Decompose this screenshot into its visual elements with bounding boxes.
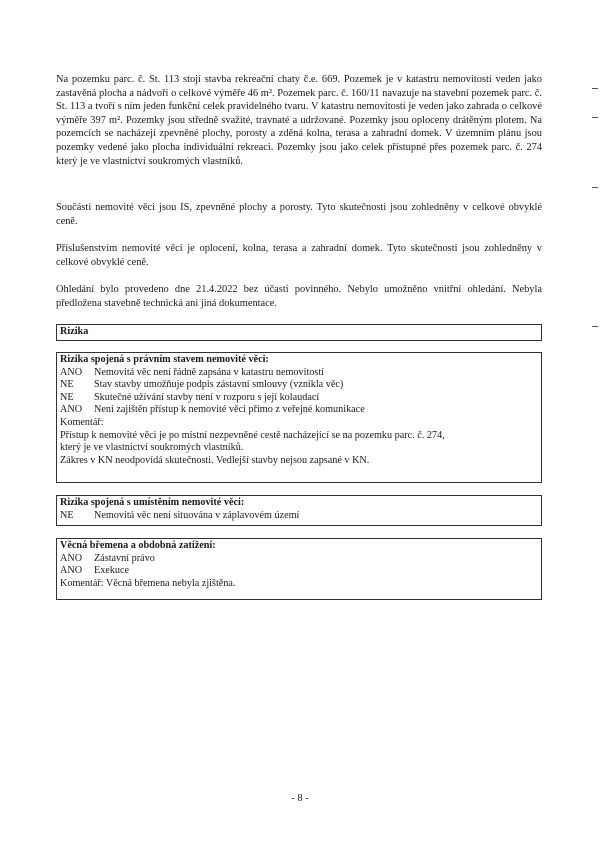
margin-mark <box>592 326 598 327</box>
risk-flag: NE <box>60 391 74 403</box>
risk-text: Skutečné užívání stavby není v rozporu s její kolaudací <box>94 391 320 403</box>
margin-mark <box>592 88 598 89</box>
table-row <box>57 404 541 417</box>
risk-text: Nemovitá věc není situována v záplavovém území <box>94 509 300 521</box>
table-row <box>57 379 541 392</box>
risk-text: Stav stavby umožňuje podpis zástavní smlouvy (vznikla věc) <box>94 379 344 391</box>
risk-flag: ANO <box>60 366 83 378</box>
burdens-title: Věcná břemena a obdobná zatížení: <box>60 540 216 551</box>
risk-flag: NE <box>60 379 74 391</box>
table-row <box>57 392 541 405</box>
table-row <box>57 367 541 380</box>
comment-line: který je ve vlastnictví soukromých vlastníků. <box>60 442 244 454</box>
legal-risks-title: Rizika spojená s právním stavem nemovité věci: <box>60 354 269 365</box>
table-row <box>57 510 541 523</box>
comment-line: Přístup k nemovité věci je po místní nezpevněné cestě nacházející se na pozemku parc. č. 274, <box>60 429 445 441</box>
risk-flag: NE <box>60 509 74 521</box>
comment-line: Zákres v KN neodpovídá skutečnosti. Vedlejší stavby nejsou zapsané v KN. <box>60 454 370 466</box>
table-row <box>57 565 541 578</box>
burden-flag: ANO <box>60 552 83 564</box>
burdens-comment: Komentář: Věcná břemena nebyla zjištěna. <box>60 577 236 589</box>
comment-label: Komentář: <box>60 416 104 428</box>
burdens-table <box>56 538 542 600</box>
risk-text: Není zajištěn přístup k nemovité věci přímo z veřejné komunikace <box>94 404 365 416</box>
paragraph-inspection: Ohledání bylo provedeno dne 21.4.2022 bez účasti povinného. Nebylo umožněno vnitřní ohledání. Nebyla předložena stavebně technická ani jiná dokumentace. <box>56 284 542 309</box>
risks-heading: Rizika <box>60 326 89 337</box>
risk-text: Nemovitá věc není řádně zapsána v katastru nemovitostí <box>94 366 324 378</box>
paragraph-components: Součástí nemovité věci jsou IS, zpevněné plochy a porosty. Tyto skutečnosti jsou zohledněny v celkové obvyklé ceně. <box>56 202 542 227</box>
legal-risks-table <box>56 352 542 483</box>
margin-mark <box>592 117 598 118</box>
burden-text: Exekuce <box>94 565 130 577</box>
paragraph-accessories: Příslušenstvím nemovité věci je oplocení, kolna, terasa a zahradní domek. Tyto skutečnosti jsou zohledněny v celkové obvyklé ceně. <box>56 243 542 268</box>
table-row <box>57 553 541 566</box>
margin-mark <box>592 187 598 188</box>
burden-text: Zástavní právo <box>94 552 155 564</box>
risks-heading-box <box>56 324 542 341</box>
burden-flag: ANO <box>60 565 83 577</box>
paragraph-land-description: Na pozemku parc. č. St. 113 stojí stavba rekreační chaty č.e. 669. Pozemek je v katastru nemovitostí veden jako zastavěná plocha a nádvoří o celkové výměře 46 m². Pozemek parc. č. 160/11 navazuje na stavební pozemek parc. č. St. 113 a tvoří s ním jeden funkční celek pravidelného tvaru. V katastru nemovitostí je veden jako zahrada o celkové výměře 397 m². Pozemky jsou středně svažité, travnaté a udržované. Pozemky jsou oploceny drátěným plotem. Na pozemcích se nacházejí zpevněné plochy, porosty a zděná kolna, terasa a zahradní domek. V územním plánu jsou pozemky vedené jako plocha individuální rekreaci. Pozemky jsou jako celek přístupné přes pozemek parc. č. 274 který je ve vlastnictví soukromých vlastníků. <box>56 74 542 167</box>
location-risks-title: Rizika spojená s umístěním nemovité věci: <box>60 497 245 508</box>
page-number: - 8 - <box>291 793 309 804</box>
risk-flag: ANO <box>60 404 83 416</box>
location-risks-table <box>56 495 542 526</box>
